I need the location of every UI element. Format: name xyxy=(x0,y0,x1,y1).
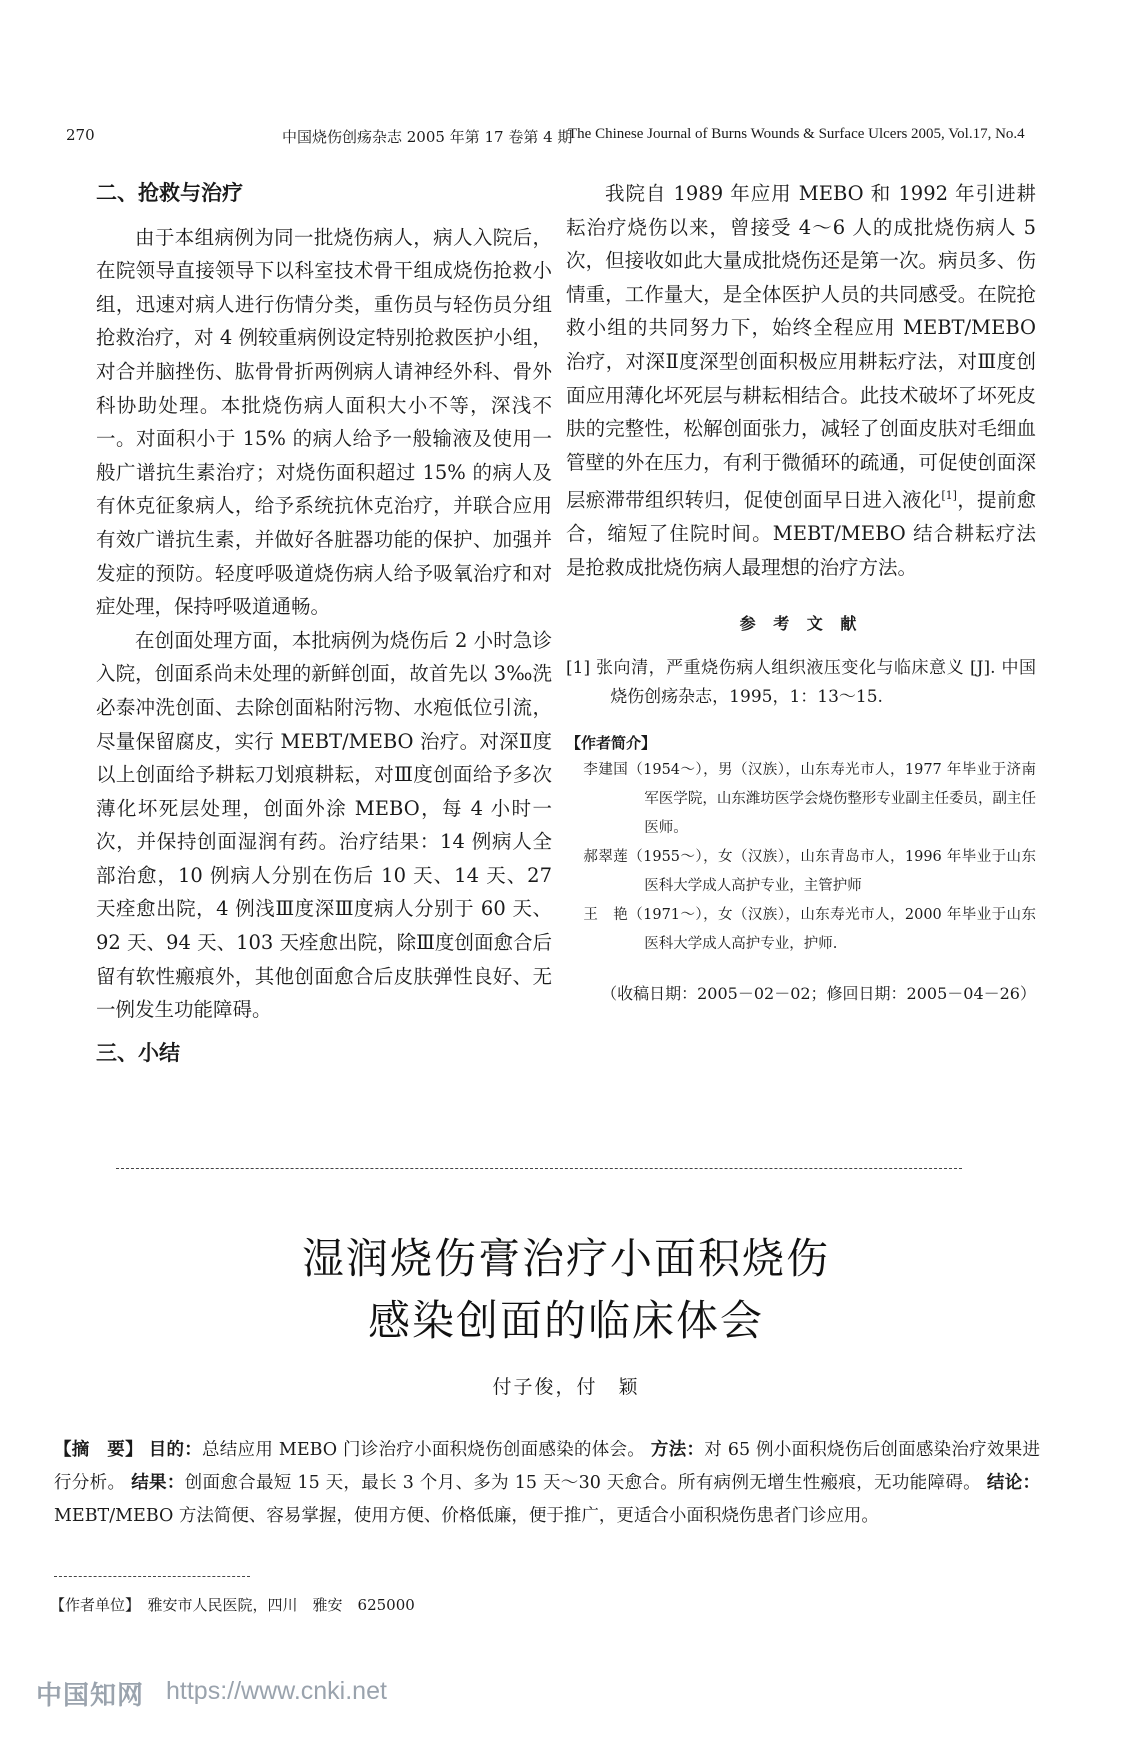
references-heading: 参 考 文 献 xyxy=(739,613,863,633)
right-column xyxy=(566,177,1036,1011)
footnote-divider xyxy=(54,1576,250,1577)
author-bio-entry: 王 艳（1971～），女（汉族），山东寿光市人，2000 年毕业于山东医科大学成人高护专业，护师. xyxy=(583,907,1036,953)
abstract xyxy=(54,1434,1040,1533)
left-column xyxy=(96,177,552,1070)
conclusion-text: MEBT/MEBO 方法简便、容易掌握，使用方便、价格低廉，便于推广，更适合小面积烧伤患者门诊应用。 xyxy=(54,1506,879,1526)
author-bio-entry: 郝翠莲（1955～），女（汉族），山东青岛市人，1996 年毕业于山东医科大学成人高护专业，主管护师 xyxy=(583,849,1036,895)
method-text: 对 65 例小面积烧伤后创面感染治疗效果进行分析。 xyxy=(54,1440,1040,1493)
title-line-1: 湿润烧伤膏治疗小面积烧伤 xyxy=(301,1234,830,1283)
page-number: 270 xyxy=(66,126,95,144)
objective-label: 目的： xyxy=(148,1440,203,1460)
affiliation-text: 雅安市人民医院，四川 雅安 625000 xyxy=(147,1596,415,1614)
abstract-label: 【摘 要】 xyxy=(54,1440,143,1460)
author-affiliation xyxy=(50,1594,415,1615)
conclusion-label: 结论： xyxy=(986,1473,1041,1493)
affiliation-label: 【作者单位】 xyxy=(50,1596,133,1614)
reference-entry: [1] 张向清，严重烧伤病人组织液压变化与临床意义 [J]. 中国烧伤创疡杂志，1995，1：13～15. xyxy=(566,658,1036,708)
author-bio-heading: 【作者简介】 xyxy=(566,734,657,753)
journal-name-cn: 中国烧伤创疡杂志 2005 年第 17 卷第 4 期 xyxy=(282,128,573,146)
title-line-2: 感染创面的临床体会 xyxy=(367,1296,764,1345)
section-heading-summary: 三、小结 xyxy=(96,1040,180,1065)
result-label: 结果： xyxy=(131,1473,185,1493)
paragraph-wound-management: 在创面处理方面，本批病例为烧伤后 2 小时急诊入院，创面系尚未处理的新鲜创面，故首先以 3‰洗必泰冲洗创面、去除创面粘附污物、水疱低位引流，尽量保留腐皮，实行 MEBT/MEBO 治疗。对深Ⅱ度以上创面给予耕耘刀划痕耕耘，对Ⅲ度创面给予多次薄化坏死层处理，创面外涂 MEBO，每 4 小时一次，并保持创面湿润有药。治疗结果：14 例病人全部治愈，10 例病人分别在伤后 10 天、14 天、27 天痊愈出院，4 例浅Ⅲ度深Ⅲ度病人分别于 60 天、92 天、94 天、103 天痊愈出院，除Ⅲ度创面愈合后留有软性瘢痕外，其他创面愈合后皮肤弹性良好、无一例发生功能障碍。 xyxy=(96,628,552,1022)
author-bio-entry: 李建国（1954～），男（汉族），山东寿光市人，1977 年毕业于济南军医学院，山东潍坊医学会烧伤整形专业副主任委员，副主任医师。 xyxy=(583,762,1036,837)
section-heading-treatment: 二、抢救与治疗 xyxy=(96,181,243,205)
citation-marker: [1] xyxy=(941,489,957,503)
summary-text-a: 我院自 1989 年应用 MEBO 和 1992 年引进耕耘治疗烧伤以来，曾接受 4～6 人的成批烧伤病人 5 次，但接收如此大量成批烧伤还是第一次。病员多、伤情重，工作量大，是全体医护人员的共同感受。在院抢救小组的共同努力下，始终全程应用 MEBT/MEBO 治疗，对深Ⅱ度深型创面积极应用耕耘疗法，对Ⅲ度创面应用薄化坏死层与耕耘相结合。此技术破坏了坏死皮肤的完整性，松解创面张力，减轻了创面皮肤对毛细血管壁的外在压力，有利于微循环的疏通，可促使创面深层瘀滞带组织转归，促使创面早日进入液化 xyxy=(566,182,1036,512)
summary-text-b: ，提前愈合，缩短了住院时间。MEBT/MEBO 结合耕耘疗法是抢救成批烧伤病人最理想的治疗方法。 xyxy=(566,488,1036,580)
paragraph-rescue-organization: 由于本组病例为同一批烧伤病人，病人入院后，在院领导直接领导下以科室技术骨干组成烧伤抢救小组，迅速对病人进行伤情分类，重伤员与轻伤员分组抢救治疗，对 4 例较重病例设定特别抢救医护小组，对合并脑挫伤、肱骨骨折两例病人请神经外科、骨外科协助处理。本批烧伤病人面积大小不等，深浅不一。对面积小于 15% 的病人给予一般输液及使用一般广谱抗生素治疗；对烧伤面积超过 15% 的病人及有休克征象病人，给予系统抗休克治疗，并联合应用有效广谱抗生素，并做好各脏器功能的保护、加强并发症的预防。轻度呼吸道烧伤病人给予吸氧治疗和对症处理，保持呼吸道通畅。 xyxy=(96,225,552,619)
cnki-logo-watermark: 中国知网 xyxy=(36,1681,145,1711)
received-dates: （收稿日期：2005－02－02；修回日期：2005－04－26） xyxy=(601,984,1036,1004)
method-label: 方法： xyxy=(650,1440,705,1460)
cnki-url-watermark: https://www.cnki.net xyxy=(166,1677,387,1705)
article-divider xyxy=(116,1168,962,1169)
article-title xyxy=(0,1228,1132,1352)
result-text: 创面愈合最短 15 天，最长 3 个月、多为 15 天～30 天愈合。所有病例无增生性瘢痕，无功能障碍。 xyxy=(184,1473,981,1493)
article-authors: 付子俊，付 颖 xyxy=(492,1376,640,1398)
objective-text: 总结应用 MEBO 门诊治疗小面积烧伤创面感染的体会。 xyxy=(202,1440,646,1460)
journal-name-en: The Chinese Journal of Burns Wounds & Surface Ulcers 2005, Vol.17, No.4 xyxy=(568,126,1025,142)
paragraph-summary xyxy=(566,177,1036,585)
